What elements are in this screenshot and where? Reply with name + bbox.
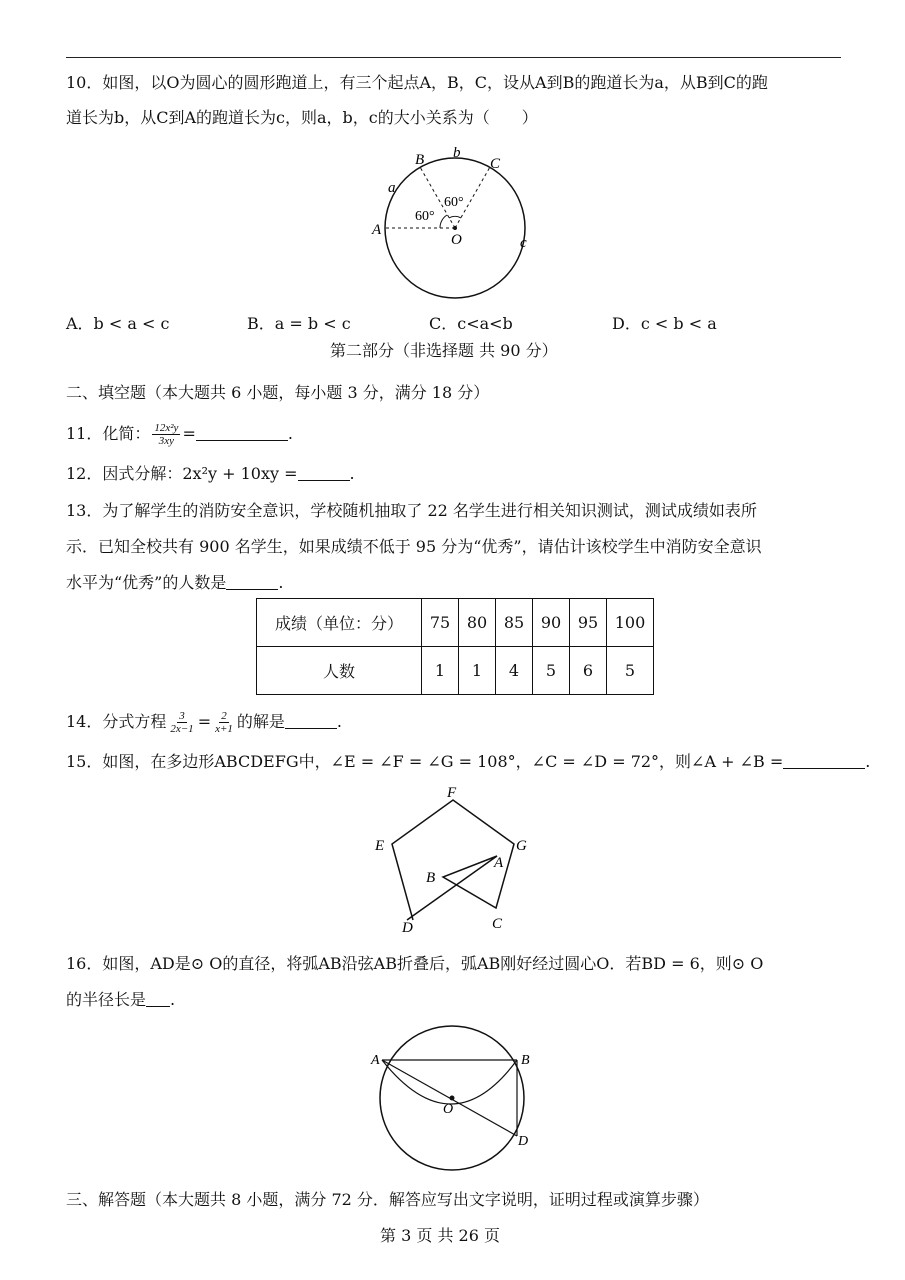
q14-equals: = (197, 712, 212, 731)
q14-numerator-left: 3 (179, 710, 185, 722)
q11-equals: = (182, 424, 196, 443)
q15-label-A: A (494, 855, 504, 871)
table-row (257, 647, 654, 695)
q12-end: . (349, 464, 355, 483)
q10-line1: 10．如图，以O为圆心的圆形跑道上，有三个起点A，B，C，设从A到B的跑道长为a，从B到C的跑 (66, 73, 768, 92)
q14-denominator-left: 2x−1 (170, 723, 194, 735)
q12-text: 12．因式分解：2x²y + 10xy = (66, 464, 298, 483)
q12 (66, 463, 355, 485)
q13-score-table (256, 598, 654, 695)
q10-label-c: c (520, 235, 527, 251)
table-header-cell: 成绩（单位：分） (257, 599, 422, 647)
table-cell: 5 (533, 647, 570, 695)
q14-end: . (336, 712, 343, 731)
q10-label-O: O (451, 232, 462, 248)
q12-answer-blank (298, 464, 350, 481)
q16-line1: 16．如图，AD是⊙ O的直径，将弧AB沿弦AB折叠后，弧AB刚好经过圆心O．若BD = 6，则⊙ O (66, 954, 764, 973)
q14-answer-blank (285, 712, 337, 729)
q15-end: . (865, 752, 871, 771)
q11-end: . (287, 424, 293, 443)
q13-line1: 13．为了解学生的消防安全意识，学校随机抽取了 22 名学生进行相关知识测试，测试成绩如表所 (66, 501, 757, 520)
q10-label-b: b (453, 145, 461, 161)
q10-circle-figure (360, 140, 560, 310)
table-cell: 1 (422, 647, 459, 695)
q14-denominator-right: x+1 (215, 723, 233, 735)
q16-label-O: O (443, 1102, 454, 1117)
q13-line2: 示．已知全校共有 900 名学生，如果成绩不低于 95 分为“优秀”，请估计该校学生中消防安全意识 (66, 537, 762, 556)
table-cell: 6 (570, 647, 607, 695)
q13-answer-blank (226, 573, 278, 590)
q10-label-a: a (388, 180, 396, 196)
q15-polygon-figure (365, 782, 545, 937)
q16-answer-blank (146, 990, 170, 1007)
q11-denominator: 3xy (158, 435, 175, 447)
q10-angle-label-2: 60° (415, 209, 435, 224)
q11 (66, 422, 293, 447)
q10-label-A: A (372, 222, 382, 238)
table-cell: 85 (496, 599, 533, 647)
table-cell: 1 (459, 647, 496, 695)
section3-heading: 三、解答题（本大题共 8 小题，满分 72 分．解答应写出文字说明，证明过程或演算步骤） (66, 1190, 709, 1209)
q14-numerator-right: 2 (221, 710, 227, 722)
table-cell: 95 (570, 599, 607, 647)
q13-line3 (66, 572, 283, 594)
page-footer: 第 3 页 共 26 页 (380, 1226, 500, 1245)
q13-line3-text: 水平为“优秀”的人数是 (66, 573, 227, 592)
q10-line2: 道长为b，从C到A的跑道长为c，则a，b，c的大小关系为（ ） (66, 108, 538, 127)
q16-label-A: A (371, 1053, 380, 1068)
q11-answer-blank (196, 424, 288, 441)
q15-label-B: B (426, 870, 436, 886)
q16-label-D: D (518, 1134, 529, 1149)
table-cell: 75 (422, 599, 459, 647)
q14-fraction-right (213, 710, 235, 735)
q11-numerator: 12x²y (154, 422, 179, 434)
q16-line2-text: 的半径长是 (66, 990, 147, 1009)
q16-line2 (66, 989, 175, 1011)
q15-answer-blank (783, 752, 865, 769)
section2-heading: 二、填空题（本大题共 6 小题，每小题 3 分，满分 18 分） (66, 383, 490, 402)
q10-choice-c: C．c<a<b (429, 314, 513, 333)
q11-fraction (152, 422, 180, 447)
table-cell: 90 (533, 599, 570, 647)
table-cell: 5 (607, 647, 654, 695)
q15-label-E: E (375, 838, 385, 854)
q13-end: . (278, 573, 284, 592)
q10-choice-a: A．b < a < c (66, 314, 170, 333)
q15-label-G: G (516, 838, 527, 854)
q14-suffix: 的解是 (236, 712, 285, 731)
q16-circle-figure (365, 1018, 545, 1188)
part2-title: 第二部分（非选择题 共 90 分） (330, 341, 558, 360)
q10-label-C: C (490, 156, 501, 172)
q14-fraction-left (168, 710, 195, 735)
q11-prefix: 11．化简： (66, 424, 151, 443)
q10-choice-d: D．c < b < a (612, 314, 717, 333)
table-cell: 100 (607, 599, 654, 647)
q15 (66, 751, 870, 773)
q16-label-B: B (521, 1053, 530, 1068)
table-row (257, 599, 654, 647)
table-cell: 80 (459, 599, 496, 647)
header-rule (66, 57, 841, 58)
q10-choice-b: B．a = b < c (247, 314, 351, 333)
q10-label-B: B (415, 152, 425, 168)
q15-label-F: F (447, 785, 457, 801)
table-cell: 4 (496, 647, 533, 695)
q10-angle-label-1: 60° (444, 195, 464, 210)
q15-text: 15．如图，在多边形ABCDEFG中，∠E = ∠F = ∠G = 108°，∠C = ∠D = 72°，则∠A + ∠B = (66, 752, 784, 771)
q14-prefix: 14．分式方程 (66, 712, 167, 731)
q16-end: . (170, 990, 176, 1009)
table-row-label: 人数 (257, 647, 422, 695)
q15-label-C: C (492, 916, 503, 932)
q14 (66, 710, 342, 735)
q15-label-D: D (402, 920, 413, 936)
